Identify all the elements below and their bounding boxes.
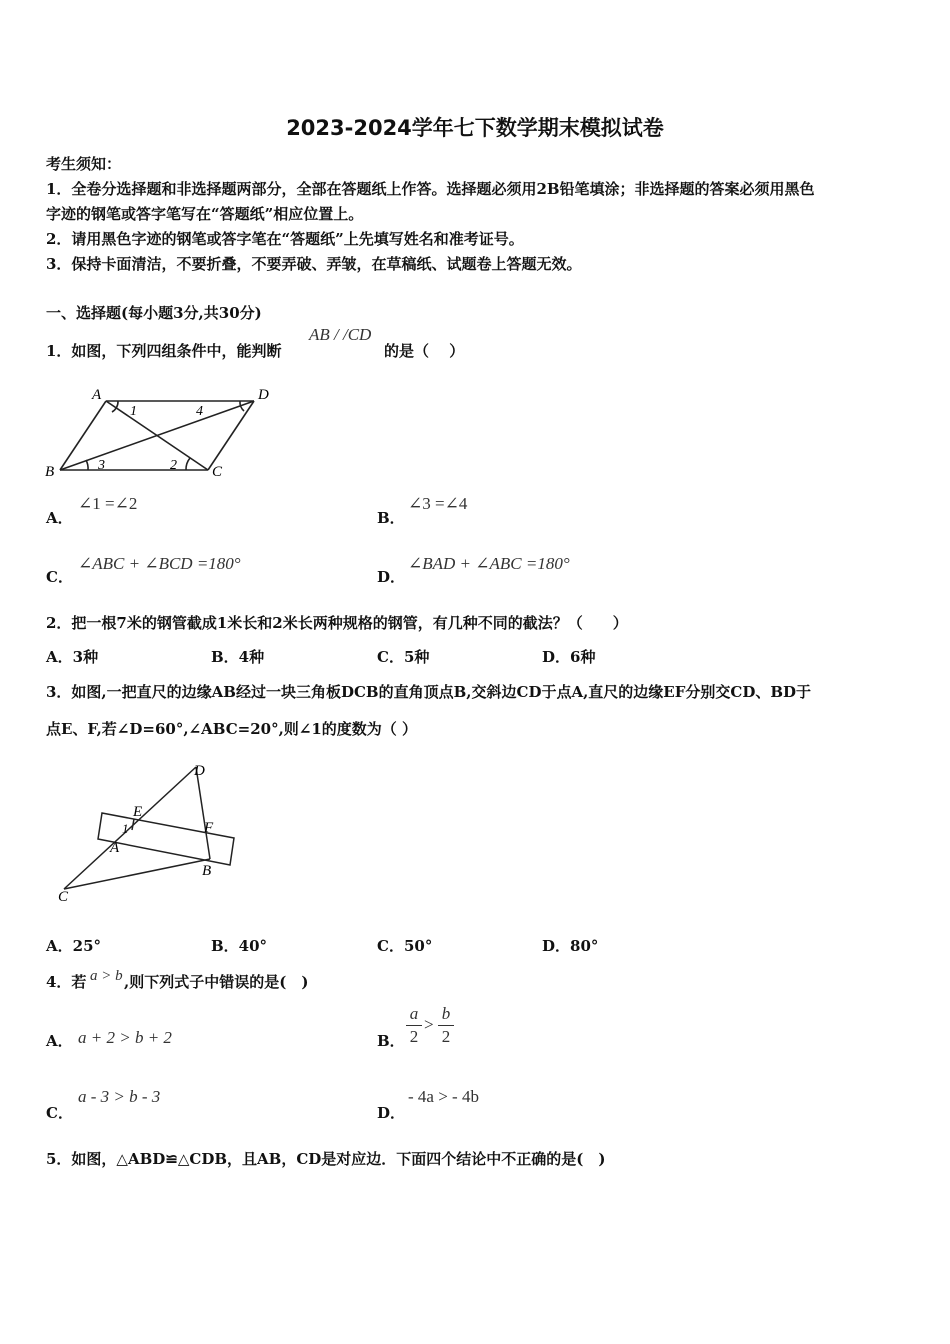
q4-stem-b: ,则下列式子中错误的是( ) bbox=[124, 973, 309, 991]
q3-label-C: C bbox=[58, 889, 69, 905]
q1-label-4: 4 bbox=[196, 404, 203, 419]
q4-stem-math: a > b bbox=[90, 968, 123, 984]
q1-option-a-math: ∠1 =∠2 bbox=[78, 494, 138, 513]
q4-option-b-operator: > bbox=[424, 1015, 434, 1034]
q4-option-a-label: A． bbox=[46, 1032, 73, 1050]
q3-option-b: B．40° bbox=[211, 937, 268, 955]
q1-label-1: 1 bbox=[130, 404, 137, 419]
q1-label-B: B bbox=[45, 464, 55, 480]
q1-label-3: 3 bbox=[98, 458, 105, 473]
q3-stem-line-2: 点E、F,若∠D=60°,∠ABC=20°,则∠1的度数为（ ） bbox=[46, 720, 418, 738]
notice-heading: 考生须知： bbox=[46, 155, 122, 173]
q4-option-b-den-right: 2 bbox=[441, 1027, 451, 1046]
q3-label-A: A bbox=[110, 840, 120, 856]
q2-option-c: C．5种 bbox=[377, 648, 430, 666]
q4-option-c-math: a - 3 > b - 3 bbox=[78, 1087, 161, 1106]
q1-option-b-label: B． bbox=[377, 509, 405, 527]
q2-option-a: A．3种 bbox=[46, 648, 99, 666]
q3-label-E: E bbox=[133, 804, 143, 820]
q3-stem-line-1: 3．如图,一把直尺的边缘AB经过一块三角板DCB的直角顶点B,交斜边CD于点A,直尺的边缘EF分别交CD、BD于 bbox=[46, 683, 812, 701]
q4-option-b-den-left: 2 bbox=[409, 1027, 419, 1046]
q4-option-d-math: - 4a > - 4b bbox=[408, 1087, 479, 1106]
q3-option-a: A．25° bbox=[46, 937, 102, 955]
q1-option-c-math: ∠ABC + ∠BCD =180° bbox=[78, 554, 241, 573]
q1-option-b-math: ∠3 =∠4 bbox=[408, 494, 468, 513]
q1-label-D: D bbox=[258, 387, 269, 403]
q2-option-b: B．4种 bbox=[211, 648, 265, 666]
q1-parallelogram-figure bbox=[40, 380, 280, 480]
q1-option-c-label: C． bbox=[46, 568, 73, 586]
q4-option-b-num-left: a bbox=[409, 1004, 419, 1023]
q1-label-C: C bbox=[212, 464, 223, 480]
q1-stem-a: 1．如图，下列四组条件中，能判断 bbox=[46, 342, 282, 360]
q1-label-2: 2 bbox=[170, 458, 177, 473]
section-heading: 一、选择题(每小题3分,共30分) bbox=[46, 304, 262, 322]
q2-stem: 2．把一根7米的钢管截成1米长和2米长两种规格的钢管，有几种不同的截法？（ ） bbox=[46, 614, 628, 632]
q1-stem-math: AB / /CD bbox=[309, 325, 372, 344]
q3-ruler-triangle-figure bbox=[50, 755, 250, 905]
notice-line-3: 2．请用黑色字迹的钢笔或答字笔在“答题纸”上先填写姓名和准考证号。 bbox=[46, 230, 524, 248]
q1-label-A: A bbox=[92, 387, 102, 403]
q1-option-a-label: A． bbox=[46, 509, 73, 527]
q4-stem-a: 4．若 bbox=[46, 973, 87, 991]
q4-option-b-fraction-right bbox=[438, 1004, 454, 1047]
notice-line-2: 字迹的钢笔或答字笔写在“答题纸”相应位置上。 bbox=[46, 205, 364, 223]
q4-option-a-math: a + 2 > b + 2 bbox=[78, 1028, 172, 1047]
q4-option-c-label: C． bbox=[46, 1104, 73, 1122]
notice-line-4: 3．保持卡面清洁，不要折叠，不要弄破、弄皱，在草稿纸、试题卷上答题无效。 bbox=[46, 255, 582, 273]
page-title: 2023-2024学年七下数学期末模拟试卷 bbox=[286, 116, 664, 140]
q4-option-d-label: D． bbox=[377, 1104, 406, 1122]
notice-line-1: 1．全卷分选择题和非选择题两部分，全部在答题纸上作答。选择题必须用2B铅笔填涂；非选择题的答案必须用黑色 bbox=[46, 180, 815, 198]
q2-option-d: D．6种 bbox=[542, 648, 596, 666]
q3-label-D: D bbox=[194, 763, 205, 779]
q3-label-1: 1 bbox=[122, 821, 129, 836]
q1-option-d-math: ∠BAD + ∠ABC =180° bbox=[408, 554, 570, 573]
q1-stem-b: 的是（ ） bbox=[384, 342, 465, 360]
q3-label-B: B bbox=[202, 863, 212, 879]
q4-option-b-label: B． bbox=[377, 1032, 405, 1050]
q3-option-d: D．80° bbox=[542, 937, 599, 955]
q3-option-c: C．50° bbox=[377, 937, 433, 955]
q4-option-b-fraction-left bbox=[406, 1004, 422, 1047]
q4-option-b-num-right: b bbox=[441, 1004, 451, 1023]
q3-label-F: F bbox=[204, 820, 214, 836]
q5-stem: 5．如图，△ABD≌△CDB，且AB，CD是对应边．下面四个结论中不正确的是( ) bbox=[46, 1150, 606, 1168]
q1-option-d-label: D． bbox=[377, 568, 406, 586]
